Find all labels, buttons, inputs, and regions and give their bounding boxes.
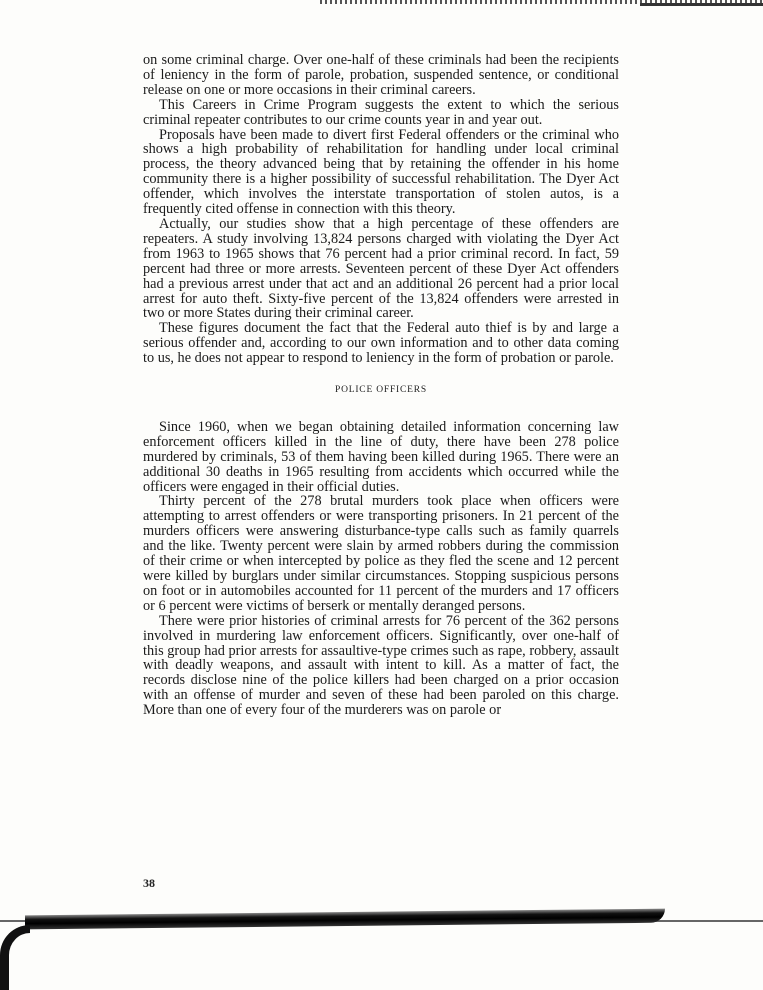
body-text (143, 53, 619, 718)
paragraph: Thirty percent of the 278 brutal murders took place when officers were attempting to arrest offenders or were transporting prisoners. In 21 percent of the murders officers were answering disturbance-type calls such as family quarrels and the like. Twenty percent were slain by armed robbers during the commission of their crime or when intercepted by police as they fled the scene and 12 percent were killed by burglars under similar circumstances. Stopping suspicious persons on foot or in automobiles accounted for 11 percent of the murders and 17 officers or 6 percent were victims of berserk or mentally deranged persons. (143, 493, 619, 614)
paragraph: Proposals have been made to divert first Federal offenders or the criminal who shows a high probability of rehabilitation for handling under local criminal process, the theory advanced being that by retaining the offender in his home community there is a higher possibility of successful rehabilitation. The Dyer Act offender, which involves the interstate transportation of stolen autos, is a frequently cited offense in connection with this theory. (143, 126, 619, 218)
scan-top-edge-dark (640, 3, 763, 6)
scan-bottom-shadow (25, 909, 665, 930)
paragraph: This Careers in Crime Program suggests the extent to which the serious criminal repeater contributes to our crime counts year in and year out. (143, 96, 619, 128)
section-heading: POLICE OFFICERS (335, 385, 427, 396)
paragraph: There were prior histories of criminal arrests for 76 percent of the 362 persons involved in murdering law enforcement officers. Significantly, over one-half of this group had prior arrests for assaultive-type crimes such as rape, robbery, assault with deadly weapons, and assault with intent to kill. As a matter of fact, the records disclose nine of the police killers had been charged on a prior occasion with an offense of murder and seven of these had been paroled on this charge. More than one of every four of the murderers was on parole or (143, 612, 619, 719)
paragraph: Actually, our studies show that a high percentage of these offenders are repeaters. A study involving 13,824 persons charged with violating the Dyer Act from 1963 to 1965 shows that 76 percent had a prior criminal record. In fact, 59 percent had three or more arrests. Seventeen percent of these Dyer Act offenders had a previous arrest under that act and an additional 26 percent had a prior local arrest for auto theft. Sixty-five percent of the 13,824 offenders were arrested in two or more States during their criminal career. (143, 215, 619, 322)
scan-corner-curve (0, 925, 30, 990)
paragraph: These figures document the fact that the Federal auto thief is by and large a serious offender and, according to our own information and to other data coming to us, he does not appear to respond to leniency in the form of probation or parole. (143, 320, 619, 367)
paragraph: Since 1960, when we began obtaining detailed information concerning law enforcement officers killed in the line of duty, there have been 278 police murdered by criminals, 53 of them having been killed during 1965. There were an additional 30 deaths in 1965 resulting from accidents which occurred while the officers were engaged in their official duties. (143, 418, 619, 495)
paragraph: on some criminal charge. Over one-half of these criminals had been the recipients of leniency in the form of parole, probation, suspended sentence, or conditional release on one or more occasions in their criminal careers. (143, 52, 619, 98)
page-number: 38 (143, 876, 155, 890)
